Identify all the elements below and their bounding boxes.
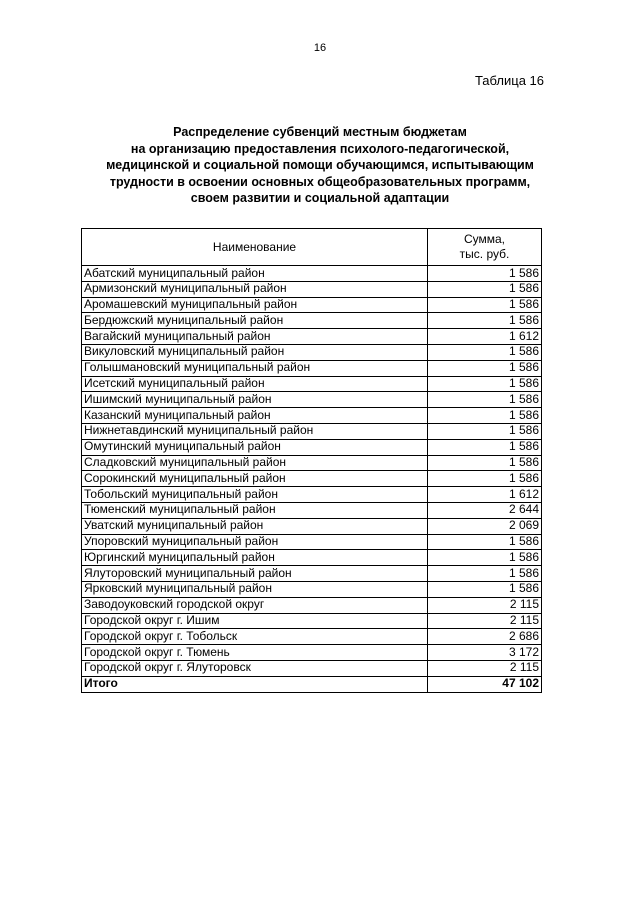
row-sum: 1 586 xyxy=(428,455,542,471)
total-label: Итого xyxy=(82,676,428,692)
table-row xyxy=(82,471,542,487)
row-name: Юргинский муниципальный район xyxy=(82,550,428,566)
row-sum: 1 612 xyxy=(428,487,542,503)
row-name: Голышмановский муниципальный район xyxy=(82,360,428,376)
row-name: Городской округ г. Ишим xyxy=(82,613,428,629)
row-sum: 1 586 xyxy=(428,423,542,439)
row-sum: 1 586 xyxy=(428,471,542,487)
row-name: Городской округ г. Ялуторовск xyxy=(82,660,428,676)
table-row xyxy=(82,550,542,566)
row-sum: 1 586 xyxy=(428,360,542,376)
row-name: Вагайский муниципальный район xyxy=(82,329,428,345)
row-name: Заводоуковский городской округ xyxy=(82,597,428,613)
row-name: Городской округ г. Тюмень xyxy=(82,645,428,661)
row-name: Тюменский муниципальный район xyxy=(82,502,428,518)
table-row xyxy=(82,502,542,518)
row-sum: 3 172 xyxy=(428,645,542,661)
document-title xyxy=(80,124,560,207)
table-row xyxy=(82,408,542,424)
table-row xyxy=(82,392,542,408)
row-name: Абатский муниципальный район xyxy=(82,266,428,282)
row-sum: 2 686 xyxy=(428,629,542,645)
row-name: Уватский муниципальный район xyxy=(82,518,428,534)
row-name: Ишимский муниципальный район xyxy=(82,392,428,408)
total-row xyxy=(82,676,542,692)
table-row xyxy=(82,487,542,503)
row-name: Ялуторовский муниципальный район xyxy=(82,566,428,582)
table-row xyxy=(82,518,542,534)
row-sum: 2 115 xyxy=(428,613,542,629)
row-name: Бердюжский муниципальный район xyxy=(82,313,428,329)
title-line: на организацию предоставления психолого-педагогической, xyxy=(130,141,510,156)
table-row xyxy=(82,534,542,550)
row-sum: 2 115 xyxy=(428,597,542,613)
header-sum-line1: Сумма, xyxy=(463,232,506,246)
table-row xyxy=(82,329,542,345)
table-row xyxy=(82,581,542,597)
row-sum: 1 586 xyxy=(428,566,542,582)
table-row xyxy=(82,597,542,613)
row-sum: 1 586 xyxy=(428,550,542,566)
table-row xyxy=(82,297,542,313)
table-row xyxy=(82,281,542,297)
row-name: Казанский муниципальный район xyxy=(82,408,428,424)
table-body xyxy=(82,266,542,677)
table-row xyxy=(82,266,542,282)
title-line: своем развитии и социальной адаптации xyxy=(190,191,450,205)
header-name: Наименование xyxy=(82,229,428,266)
row-name: Викуловский муниципальный район xyxy=(82,344,428,360)
table-header-row xyxy=(82,229,542,266)
table-row xyxy=(82,455,542,471)
row-name: Тобольский муниципальный район xyxy=(82,487,428,503)
table-label: Таблица 16 xyxy=(474,73,544,88)
row-sum: 1 586 xyxy=(428,581,542,597)
row-name: Омутинский муниципальный район xyxy=(82,439,428,455)
row-sum: 1 586 xyxy=(428,281,542,297)
table-row xyxy=(82,439,542,455)
table-row xyxy=(82,376,542,392)
row-name: Городской округ г. Тобольск xyxy=(82,629,428,645)
row-name: Нижнетавдинский муниципальный район xyxy=(82,423,428,439)
table-row xyxy=(82,360,542,376)
row-name: Сладковский муниципальный район xyxy=(82,455,428,471)
row-name: Ярковский муниципальный район xyxy=(82,581,428,597)
table-row xyxy=(82,566,542,582)
title-line: трудности в освоении основных общеобразовательных программ, xyxy=(109,174,531,189)
row-sum: 1 612 xyxy=(428,329,542,345)
table-row xyxy=(82,645,542,661)
row-sum: 1 586 xyxy=(428,376,542,392)
header-sum-line2: тыс. руб. xyxy=(459,247,510,261)
header-sum xyxy=(428,229,542,266)
total-sum: 47 102 xyxy=(428,676,542,692)
row-sum: 1 586 xyxy=(428,313,542,329)
row-name: Упоровский муниципальный район xyxy=(82,534,428,550)
row-sum: 1 586 xyxy=(428,266,542,282)
page-number: 16 xyxy=(313,42,327,54)
table-row xyxy=(82,629,542,645)
row-name: Исетский муниципальный район xyxy=(82,376,428,392)
table-row xyxy=(82,660,542,676)
row-sum: 1 586 xyxy=(428,392,542,408)
table-row xyxy=(82,423,542,439)
row-sum: 1 586 xyxy=(428,408,542,424)
table-row xyxy=(82,313,542,329)
row-sum: 1 586 xyxy=(428,344,542,360)
row-sum: 1 586 xyxy=(428,297,542,313)
table-row xyxy=(82,613,542,629)
row-name: Сорокинский муниципальный район xyxy=(82,471,428,487)
row-sum: 2 069 xyxy=(428,518,542,534)
row-name: Армизонский муниципальный район xyxy=(82,281,428,297)
row-sum: 2 644 xyxy=(428,502,542,518)
row-name: Аромашевский муниципальный район xyxy=(82,297,428,313)
row-sum: 1 586 xyxy=(428,534,542,550)
table-row xyxy=(82,344,542,360)
row-sum: 1 586 xyxy=(428,439,542,455)
title-line: Распределение субвенций местным бюджетам xyxy=(173,125,467,139)
subvention-table xyxy=(81,228,542,693)
title-line: медицинской и социальной помощи обучающимся, испытывающим xyxy=(106,158,534,172)
row-sum: 2 115 xyxy=(428,660,542,676)
